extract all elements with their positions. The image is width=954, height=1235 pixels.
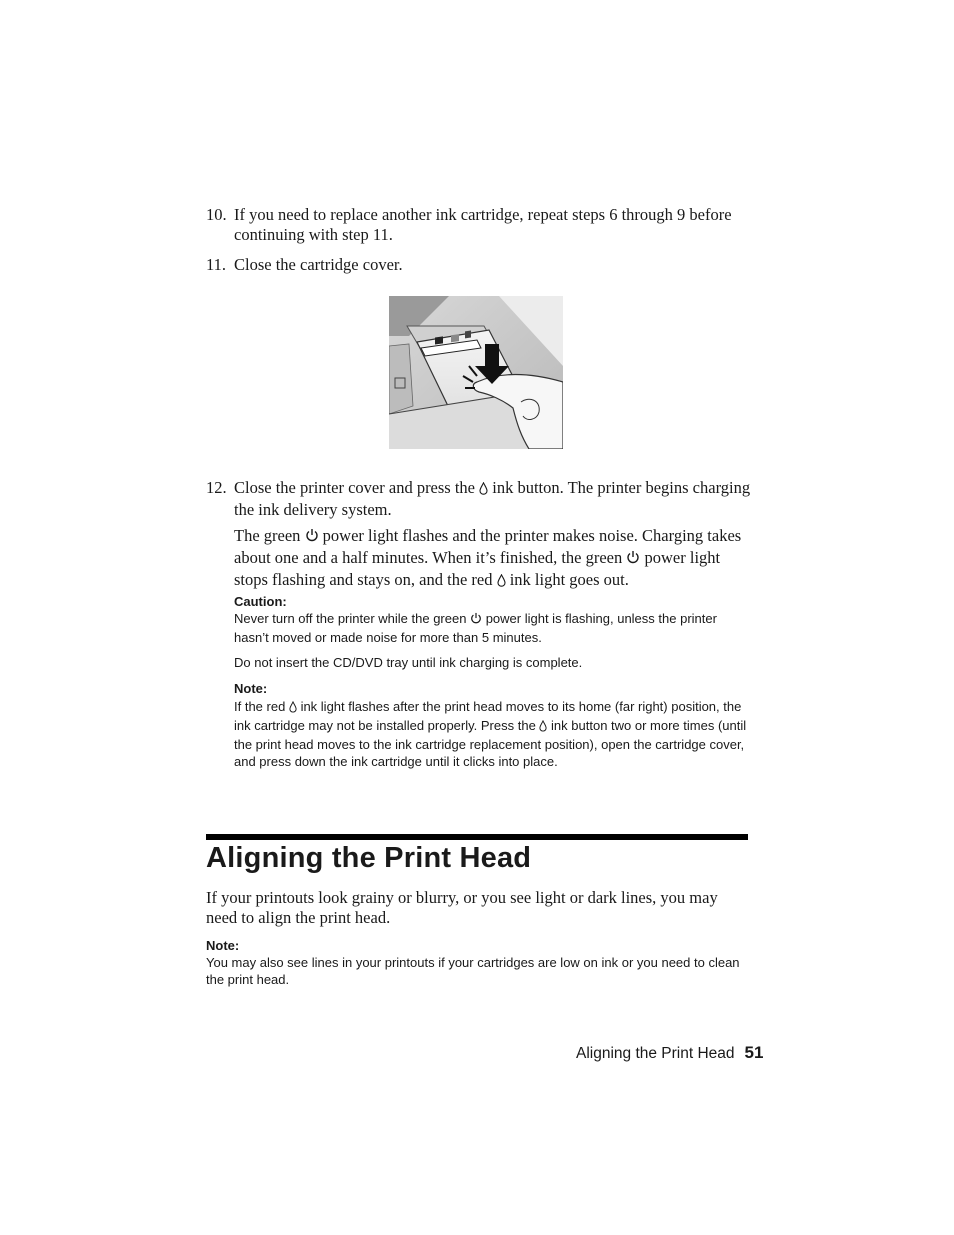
section-rule [206, 834, 748, 840]
step-11 [206, 255, 756, 275]
charging-text: The green [234, 526, 301, 545]
note-text-part: ink light flashes after the print head moves to its home (far right) position, the ink cartridge may not be installed properly. Press the [234, 699, 742, 733]
step-text [234, 478, 756, 520]
caution-extra-text: Do not insert the CD/DVD tray until ink charging is complete. [234, 655, 583, 670]
note-label: Note: [234, 681, 268, 696]
step-text-part: Close the printer cover and press the [234, 478, 476, 497]
caution-text-part: Never turn off the printer while the green [234, 611, 467, 626]
charging-text: ink light goes out. [509, 570, 629, 589]
note-text-part: ink button two or more times (until the print head moves to the ink cartridge replacement position), open the cartridge cover, and press down the ink cartridge until it clicks into place. [234, 718, 747, 769]
section-intro: If your printouts look grainy or blurry, or you see light or dark lines, you may need to align the print head. [206, 888, 718, 927]
caution-text [234, 610, 734, 646]
power-icon [305, 528, 319, 548]
note-text-part: If the red [234, 699, 286, 714]
charging-text: power light flashes and the printer makes noise. Charging takes about one and a half minutes. When it’s finished, the green [234, 526, 742, 567]
note-text [234, 698, 748, 770]
section-heading: Aligning the Print Head [206, 842, 532, 874]
step-number: 12. [206, 478, 227, 497]
cartridge-cover-illustration [389, 296, 563, 449]
step-number: 11. [206, 255, 227, 274]
page-footer [576, 1043, 763, 1063]
footer-title: Aligning the Print Head [576, 1045, 735, 1062]
ink-drop-icon [479, 480, 488, 500]
note-text: You may also see lines in your printouts if your cartridges are low on ink or you need to clean the print head. [206, 955, 740, 987]
ink-drop-icon [289, 700, 297, 717]
note-label: Note: [206, 938, 240, 953]
step-text: If you need to replace another ink cartridge, repeat steps 6 through 9 before continuing with step 11. [234, 205, 732, 244]
charging-paragraph [234, 526, 754, 592]
step-text: Close the cartridge cover. [234, 255, 403, 274]
power-icon [470, 612, 482, 629]
step-10 [206, 205, 756, 245]
page-number: 51 [744, 1043, 764, 1062]
step-text-part: ink button. The printer begins charging the ink delivery system. [234, 478, 751, 519]
ink-drop-icon [497, 572, 506, 592]
power-icon [626, 550, 640, 570]
charging-text: power light stops flashing and stays on, and the red [234, 548, 721, 589]
step-12 [206, 478, 756, 520]
caution-label: Caution: [234, 594, 287, 609]
step-number: 10. [206, 205, 227, 224]
ink-drop-icon [539, 719, 547, 736]
caution-text-part: power light is flashing, unless the printer hasn’t moved or made noise for more than 5 minutes. [234, 611, 717, 645]
